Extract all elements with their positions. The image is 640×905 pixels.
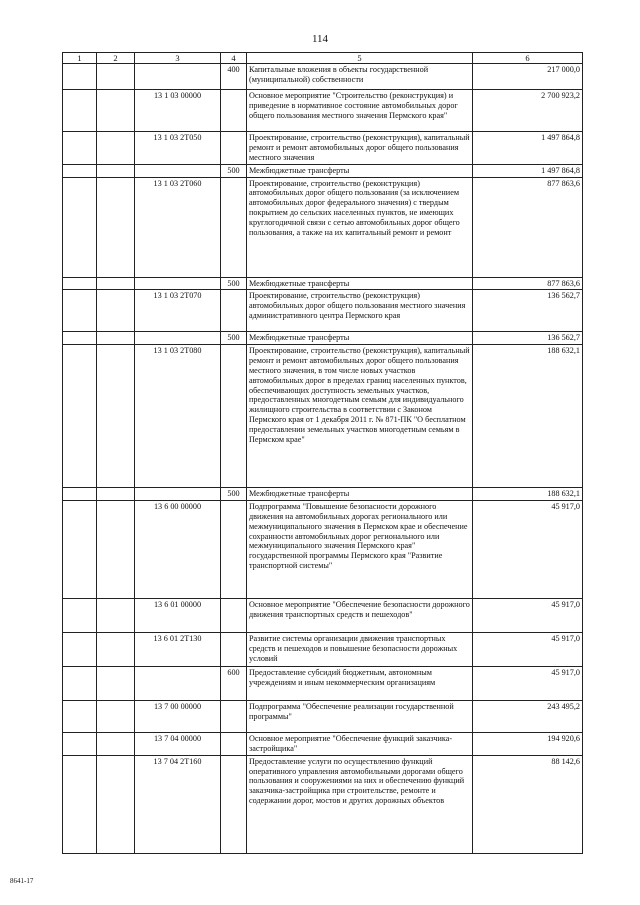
item-name: Подпрограмма "Обеспечение реализации государственной программы": [247, 701, 473, 733]
cell-empty: [63, 290, 97, 332]
item-name: Проектирование, строительство (реконструкция) автомобильных дорог общего пользования (за исключением автомобильных дорог федерального значения) с твердым покрытием до сельских населенных пунктов, не имеющих круглогодичной связи с сетью автомобильных дорог общего пользования, а также на их капитальный ремонт и ремонт: [247, 177, 473, 277]
table-row: [63, 164, 583, 177]
amount-value: 188 632,1: [473, 345, 583, 488]
item-name: Проектирование, строительство (реконструкция), капитальный ремонт и ремонт автомобильных дорог общего пользования местного значения, в том числе новых участков автомобильных дорог в пределах границ населенных пунктов, обеспечивающих доступность земельных участков, предоставленных многодетным семьям для индивидуального жилищного строительства в соответствии с Законом Пермского края от 1 декабря 2011 г. № 871-ПК "О бесплатном предоставлении земельных участков многодетным семьям в Пермском крае": [247, 345, 473, 488]
target-article-code: [135, 164, 221, 177]
cell-empty: [97, 290, 135, 332]
cell-empty: [97, 90, 135, 132]
cell-empty: [97, 755, 135, 853]
expense-type-code: [221, 132, 247, 165]
item-name: Предоставление услуги по осуществлению функций оперативного управления автомобильными дорогами общего пользования и сооружениями на них и обеспечению функций заказчика-застройщика при строительстве, ремонте и содержании дорог, мостов и других дорожных объектов: [247, 755, 473, 853]
amount-value: 243 495,2: [473, 701, 583, 733]
amount-value: 877 863,6: [473, 177, 583, 277]
target-article-code: [135, 277, 221, 290]
target-article-code: 13 1 03 2Т070: [135, 290, 221, 332]
cell-empty: [63, 488, 97, 501]
cell-empty: [63, 667, 97, 701]
cell-empty: [63, 755, 97, 853]
column-header: 6: [473, 53, 583, 64]
item-name: Межбюджетные трансферты: [247, 164, 473, 177]
expense-type-code: [221, 290, 247, 332]
table-row: [63, 345, 583, 488]
item-name: Основное мероприятие "Обеспечение безопасности дорожного движения транспортных средств и пешеходов": [247, 599, 473, 633]
cell-empty: [63, 132, 97, 165]
column-header: 2: [97, 53, 135, 64]
table-row: [63, 755, 583, 853]
cell-empty: [97, 132, 135, 165]
cell-empty: [97, 733, 135, 756]
expense-type-code: 500: [221, 164, 247, 177]
amount-value: 2 700 923,2: [473, 90, 583, 132]
table-row: [63, 90, 583, 132]
expense-type-code: [221, 701, 247, 733]
cell-empty: [63, 701, 97, 733]
table-row: [63, 64, 583, 90]
table-row: [63, 701, 583, 733]
cell-empty: [97, 64, 135, 90]
expense-type-code: [221, 501, 247, 599]
target-article-code: [135, 64, 221, 90]
cell-empty: [63, 177, 97, 277]
expense-type-code: [221, 633, 247, 667]
amount-value: 88 142,6: [473, 755, 583, 853]
table-row: [63, 277, 583, 290]
amount-value: 1 497 864,8: [473, 164, 583, 177]
table-row: [63, 332, 583, 345]
expense-type-code: 500: [221, 488, 247, 501]
expense-type-code: [221, 599, 247, 633]
page-number: 114: [311, 33, 329, 45]
cell-empty: [97, 701, 135, 733]
table-row: [63, 488, 583, 501]
amount-value: 45 917,0: [473, 501, 583, 599]
amount-value: 877 863,6: [473, 277, 583, 290]
column-header: 4: [221, 53, 247, 64]
target-article-code: 13 6 01 00000: [135, 599, 221, 633]
cell-empty: [97, 633, 135, 667]
expense-type-code: 500: [221, 332, 247, 345]
cell-empty: [63, 501, 97, 599]
item-name: Межбюджетные трансферты: [247, 277, 473, 290]
table-row: [63, 132, 583, 165]
item-name: Подпрограмма "Повышение безопасности дорожного движения на автомобильных дорогах регионального или межмуниципального значения в Пермском крае и обеспечение сохранности автомобильных дорог регионального или межмуниципального значения Пермского края" государственной программы Пермского края "Развитие транспортной системы": [247, 501, 473, 599]
cell-empty: [97, 177, 135, 277]
cell-empty: [97, 277, 135, 290]
table-row: [63, 501, 583, 599]
target-article-code: [135, 667, 221, 701]
target-article-code: 13 1 03 00000: [135, 90, 221, 132]
cell-empty: [63, 633, 97, 667]
cell-empty: [97, 667, 135, 701]
column-header: 5: [247, 53, 473, 64]
item-name: Основное мероприятие "Обеспечение функций заказчика-застройщика": [247, 733, 473, 756]
amount-value: 136 562,7: [473, 332, 583, 345]
target-article-code: [135, 332, 221, 345]
item-name: Проектирование, строительство (реконструкция), капитальный ремонт и ремонт автомобильных дорог общего пользования местного значения: [247, 132, 473, 165]
cell-empty: [97, 164, 135, 177]
table-row: [63, 667, 583, 701]
table-row: [63, 733, 583, 756]
expense-type-code: 600: [221, 667, 247, 701]
expense-type-code: [221, 755, 247, 853]
table-header-row: [63, 53, 583, 64]
expense-type-code: [221, 177, 247, 277]
cell-empty: [63, 64, 97, 90]
amount-value: 136 562,7: [473, 290, 583, 332]
cell-empty: [97, 345, 135, 488]
item-name: Капитальные вложения в объекты государственной (муниципальной) собственности: [247, 64, 473, 90]
amount-value: 45 917,0: [473, 599, 583, 633]
target-article-code: [135, 488, 221, 501]
cell-empty: [97, 599, 135, 633]
item-name: Основное мероприятие "Строительство (реконструкция) и приведение в нормативное состояние автомобильных дорог общего пользования местного значения Пермского края": [247, 90, 473, 132]
expense-type-code: [221, 345, 247, 488]
amount-value: 45 917,0: [473, 667, 583, 701]
amount-value: 217 000,0: [473, 64, 583, 90]
document-code: 8641-17: [10, 877, 34, 885]
cell-empty: [97, 501, 135, 599]
amount-value: 45 917,0: [473, 633, 583, 667]
expense-type-code: [221, 733, 247, 756]
amount-value: 194 920,6: [473, 733, 583, 756]
item-name: Межбюджетные трансферты: [247, 332, 473, 345]
cell-empty: [97, 488, 135, 501]
cell-empty: [63, 345, 97, 488]
target-article-code: 13 7 04 2Т160: [135, 755, 221, 853]
cell-empty: [63, 164, 97, 177]
target-article-code: 13 1 03 2Т080: [135, 345, 221, 488]
cell-empty: [63, 599, 97, 633]
table-row: [63, 633, 583, 667]
cell-empty: [63, 277, 97, 290]
expense-type-code: 400: [221, 64, 247, 90]
item-name: Предоставление субсидий бюджетным, автономным учреждениям и иным некоммерческим организациям: [247, 667, 473, 701]
column-header: 1: [63, 53, 97, 64]
cell-empty: [97, 332, 135, 345]
target-article-code: 13 7 00 00000: [135, 701, 221, 733]
amount-value: 1 497 864,8: [473, 132, 583, 165]
expense-type-code: 500: [221, 277, 247, 290]
item-name: Проектирование, строительство (реконструкция) автомобильных дорог общего пользования местного значения административного центра Пермского края: [247, 290, 473, 332]
item-name: Развитие системы организации движения транспортных средств и пешеходов и повышение безопасности дорожных условий: [247, 633, 473, 667]
target-article-code: 13 7 04 00000: [135, 733, 221, 756]
cell-empty: [63, 90, 97, 132]
column-header: 3: [135, 53, 221, 64]
table-row: [63, 290, 583, 332]
budget-table: [62, 52, 583, 854]
target-article-code: 13 6 00 00000: [135, 501, 221, 599]
item-name: Межбюджетные трансферты: [247, 488, 473, 501]
target-article-code: 13 6 01 2Т130: [135, 633, 221, 667]
target-article-code: 13 1 03 2Т050: [135, 132, 221, 165]
table-row: [63, 599, 583, 633]
table-row: [63, 177, 583, 277]
target-article-code: 13 1 03 2Т060: [135, 177, 221, 277]
cell-empty: [63, 733, 97, 756]
amount-value: 188 632,1: [473, 488, 583, 501]
expense-type-code: [221, 90, 247, 132]
cell-empty: [63, 332, 97, 345]
